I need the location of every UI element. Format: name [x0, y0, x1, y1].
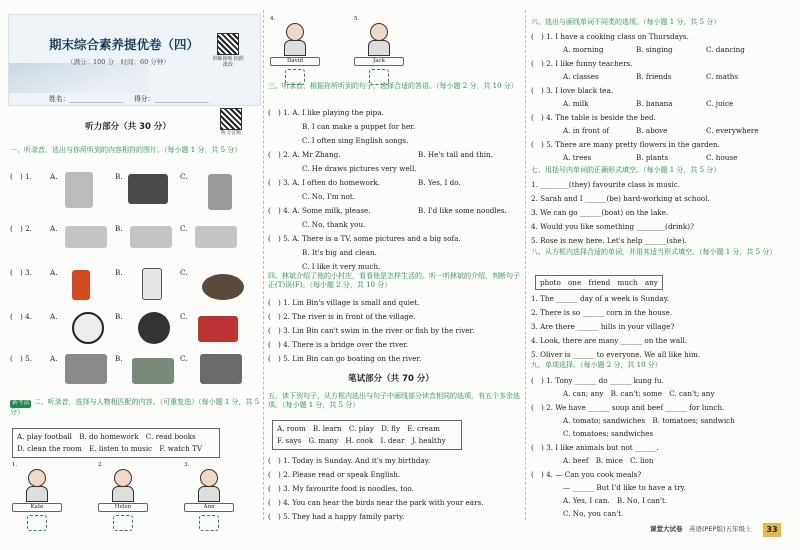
mountain-river-picture[interactable] [132, 358, 174, 384]
section-9-instruction: 九、单项选择。（每小题 2 分，共 10 分） [531, 361, 662, 369]
calendar-ball-picture[interactable] [65, 226, 107, 248]
exam-title: 期末综合素养提优卷（四） [49, 37, 200, 52]
teacher-blackboard-picture[interactable] [128, 174, 168, 204]
section-5-option-box: A. room B. learn C. play D. fly E. cream F. says G. many H. cook I. dear J. healthy [272, 420, 462, 450]
column-3: 六、选出与画线单词不同类的选项。（每小题 1 分，共 5 分） ( ) 1. I have a cooking class on Thursdays. A. morning B. singing C. dancing ( ) 2. I like funny teachers. A. classes B. friends C. maths ( ) 3. I love black tea. A. milk B. banana C. juice ( ) 4. The table is beside the bed. A. in front of B. above C. everywhere ( ) 5. There are many pretty flowers in the garden. A. trees B. plants C. house 七、用括号内单词的正确形式填空。（每小题 1 分，共 5 分） 1. ________(they) favourite class is music. 2. Sarah and I ______(be) hard-working at school. 3. We can go ______(boat) on the lake. 4. Would you like something ________(drink)? 5. Rose is new here. Let's help ______(she). 八、从方框内选择合适的单词，并用其适当形式填空。（每小题 1 分，共 5 分） photo one friend much any 1. The ______ day of a week is Sunday. 2. There is so ______ corn in the house. 3. Are there ______ hills in your village? 4. Look, there are many ______ on the wall. 5. Oliver is ______ to everyone. We all like him. 九、单项选择。（每小题 2 分，共 10 分） ( ) 1. Tony ______ do ______ kung fu. A. can; any B. can't; some C. can't; any ( ) 2. We have ______ soup and beef ______ for lunch. A. tomato; sandwiches B. tomatoes; sandwich C. tomatoes; sandwiches ( ) 3. I like animals but not ______. A. beef B. mice C. lion ( ) 4. — Can you cook meals? — ______ But I'd like to have a try. A. Yes, I can. B. No, I can't. C. No, you can't. [529, 0, 792, 550]
qr-label-audio: 听力音频 [220, 130, 241, 136]
section-1-instruction: 一、听录音，选出与你所听到的内容相符的图片。（每小题 1 分，共 5 分） [10, 146, 242, 154]
section-6-instruction: 六、选出与画线单词不同类的选项。（每小题 1 分，共 5 分） [531, 18, 721, 26]
qr-code-icon[interactable] [217, 33, 239, 55]
footer [650, 525, 752, 533]
exam-subtitle: （满分：100 分 时间：60 分钟） [67, 58, 170, 66]
score-label: 得分： [133, 95, 155, 103]
section-3-instruction: 三、听录音，根据你所听到的句子，选择合适的答语。（每小题 2 分，共 10 分） [268, 82, 518, 90]
tall-building-picture[interactable] [65, 354, 107, 384]
exam-header [8, 14, 261, 106]
section-2-instruction: 新考法 二、听录音，选择与人物相匹配的内容。（可重复选）（每小题 1 分，共 5 分） [10, 398, 260, 416]
football-picture[interactable] [72, 312, 104, 344]
person-ann: 3. Ann [184, 462, 234, 531]
answer-box[interactable] [113, 515, 133, 531]
section-4-instruction: 四、林斌介绍了他的小村庄，看看他是怎样生活的。听一听林斌的介绍，判断句子正(T)误(F)。（每小题 2 分，共 10 分） [268, 272, 520, 290]
name-score-row: 姓名：________________ 得分：________________ [49, 95, 209, 103]
basketball-picture[interactable] [138, 312, 170, 344]
page-number: 33 [763, 523, 781, 537]
person-helen: 2. Helen [98, 462, 148, 531]
writing-heading: 笔试部分（共 70 分） [348, 374, 434, 384]
footer-brand: 课堂大试卷 [650, 525, 683, 533]
new-type-badge: 新考法 [12, 400, 30, 406]
ping-pong-picture[interactable] [198, 316, 238, 342]
person-david: 4. David [270, 16, 320, 85]
answer-box[interactable] [27, 515, 47, 531]
girl-picture[interactable] [208, 174, 232, 210]
juice-glass-picture[interactable] [72, 270, 90, 300]
section-5-instruction: 五、读下列句子，从方框内选出与句子中画线部分读音相同的选项，有五个多余选项。（每小题 1 分，共 5 分） [268, 392, 520, 410]
calendar-paint-picture[interactable] [130, 226, 172, 248]
column-2: 4. David 5. Jack 三、听录音，根据你所听到的句子，选择合适的答语。（每小题 2 分，共 10 分） ( ) 1. A. I like playing the pipa. B. I can make a puppet for her. C. I often sing English songs. ( ) 2. A. Mr Zhang. B. He's tall and thin. C. He draws pictures very well. ( ) 3. A. I often do homework. B. Yes, I do. C. No, I'm not. ( ) 4. A. Some milk, please. B. I'd like some noodles. C. No, thank you. ( ) 5. A. There is a TV, some pictures and a big sofa. B. It's big and clean. C. I like it very much. 四、林斌介绍了他的小村庄，看看他是怎样生活的。听一听林斌的介绍，判断句子正(T)误(F)。（每小题 2 分，共 10 分） ( ) 1. Lin Bin's village is small and quiet. ( ) 2. The river is in front of the village. ( ) 3. Lin Bin can't swim in the river or fish by the river. ( ) 4. There is a bridge over the river. ( ) 5. Lin Bin can go boating on the river. 笔试部分（共 70 分） 五、读下列句子，从方框内选出与句子中画线部分读音相同的选项，有五个多余选项。（每小题 1 分，共 5 分） A. room B. learn C. play D. fly E. cream F. says G. many H. cook I. dear J. healthy ( ) 1. Today is Sunday. And it's my birthday. ( ) 2. Please read or speak English. ( ) 3. My favourite food is noodles, too. ( ) 4. You can hear the birds near the park with your ears. ( ) 5. They had a happy family party. [268, 16, 520, 521]
qr-label-video: 讲解视频 拍照批改 [212, 56, 244, 68]
person-jack: 5. Jack [354, 16, 404, 85]
qr-code-audio-icon[interactable] [220, 108, 242, 130]
name-label: 姓名： [49, 95, 70, 103]
section-1-items: ( ) 1. A. B. C. ( ) 2. A. B. C. ( ) 3. A. B. C. ( ) 4. A. B. C. ( ) 5. A. B. C. [10, 172, 260, 382]
calendar-lab-picture[interactable] [195, 226, 237, 248]
milk-carton-picture[interactable] [142, 268, 162, 300]
section-8-instruction: 八、从方框内选择合适的单词，并用其适当形式填空。（每小题 1 分，共 5 分） [531, 248, 777, 256]
tea-cup-picture[interactable] [202, 274, 244, 300]
section-7-instruction: 七、用括号内单词的正确形式填空。（每小题 1 分，共 5 分） [531, 166, 721, 174]
section-8-word-box: photo one friend much any [535, 275, 663, 290]
answer-box[interactable] [199, 515, 219, 531]
column-1 [8, 0, 261, 550]
section-2-option-box: A. play football B. do homework C. read books D. clean the room E. listen to music F. watch TV [12, 428, 220, 458]
village-picture[interactable] [200, 354, 242, 384]
boy-kungfu-picture[interactable] [65, 172, 93, 208]
footer-book: 英语(PEP版)五年级上 [689, 525, 752, 533]
listening-heading: 听力部分（共 30 分） [85, 122, 171, 132]
mountain-decoration [9, 63, 149, 93]
person-kate: 1. Kate [12, 462, 62, 531]
